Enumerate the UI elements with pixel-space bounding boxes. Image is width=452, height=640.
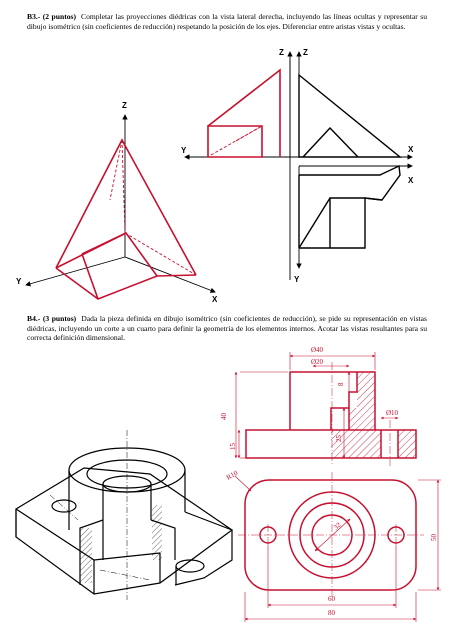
iso-axis-x-label: X: [212, 295, 218, 304]
dim-width-80: 80: [328, 609, 335, 617]
dim-radius-10: R10: [225, 468, 240, 482]
exercise-b4-heading: B4.- (3 puntos): [27, 314, 77, 323]
exercise-b4-text: Dada la pieza definida en dibujo isométrico (sin coeficientes de reducción), se pide su representación en vistas diédricas, incluyendo un corte a un cuarto para definir la geometría de los elementos internos. Acotar las vistas resultantes para su correcta definición dimensional.: [27, 314, 427, 343]
ortho-axis-y-lower-label: Y: [294, 275, 300, 284]
ortho-axis-z-right-label: Z: [303, 48, 308, 57]
dim-diameter-10: Ø10: [386, 409, 399, 417]
iso-axis-z-label: Z: [122, 101, 127, 110]
dim-diameter-32: 32: [332, 520, 343, 532]
dim-height-40: 40: [220, 413, 228, 420]
ortho-axis-x-right-label: X: [408, 145, 414, 154]
dim-diameter-20: Ø20: [311, 358, 324, 366]
dim-height-25: 25: [335, 435, 343, 442]
ortho-axis-y-left-label: Y: [181, 146, 187, 155]
b3-orthographic-views: [181, 48, 414, 284]
dim-height-50: 50: [430, 534, 438, 541]
iso-axis-y-label: Y: [16, 277, 22, 286]
b4-isometric-piece: [16, 430, 232, 600]
exercise-b3-heading: B3.- (2 puntos): [27, 12, 77, 21]
dim-diameter-40: Ø40: [311, 346, 324, 354]
b3-isometric-view: [16, 101, 218, 304]
ortho-axis-z-left-label: Z: [279, 48, 284, 57]
dim-height-15: 15: [229, 443, 237, 450]
exercise-b3-text: Completar las proyecciones diédricas con la vista lateral derecha, incluyendo las líneas ocultas y representar su dibujo isométrico (sin coeficientes de reducción) respetando la posición de los ejes. Diferenciar entre aristas vistas y ocultas.: [27, 12, 427, 31]
ortho-axis-x-lower-label: X: [408, 176, 414, 185]
b4-top-view: [225, 469, 441, 622]
dim-width-60: 60: [328, 595, 335, 603]
dim-height-8: 8: [337, 382, 345, 386]
b4-front-section-view: [220, 346, 416, 466]
